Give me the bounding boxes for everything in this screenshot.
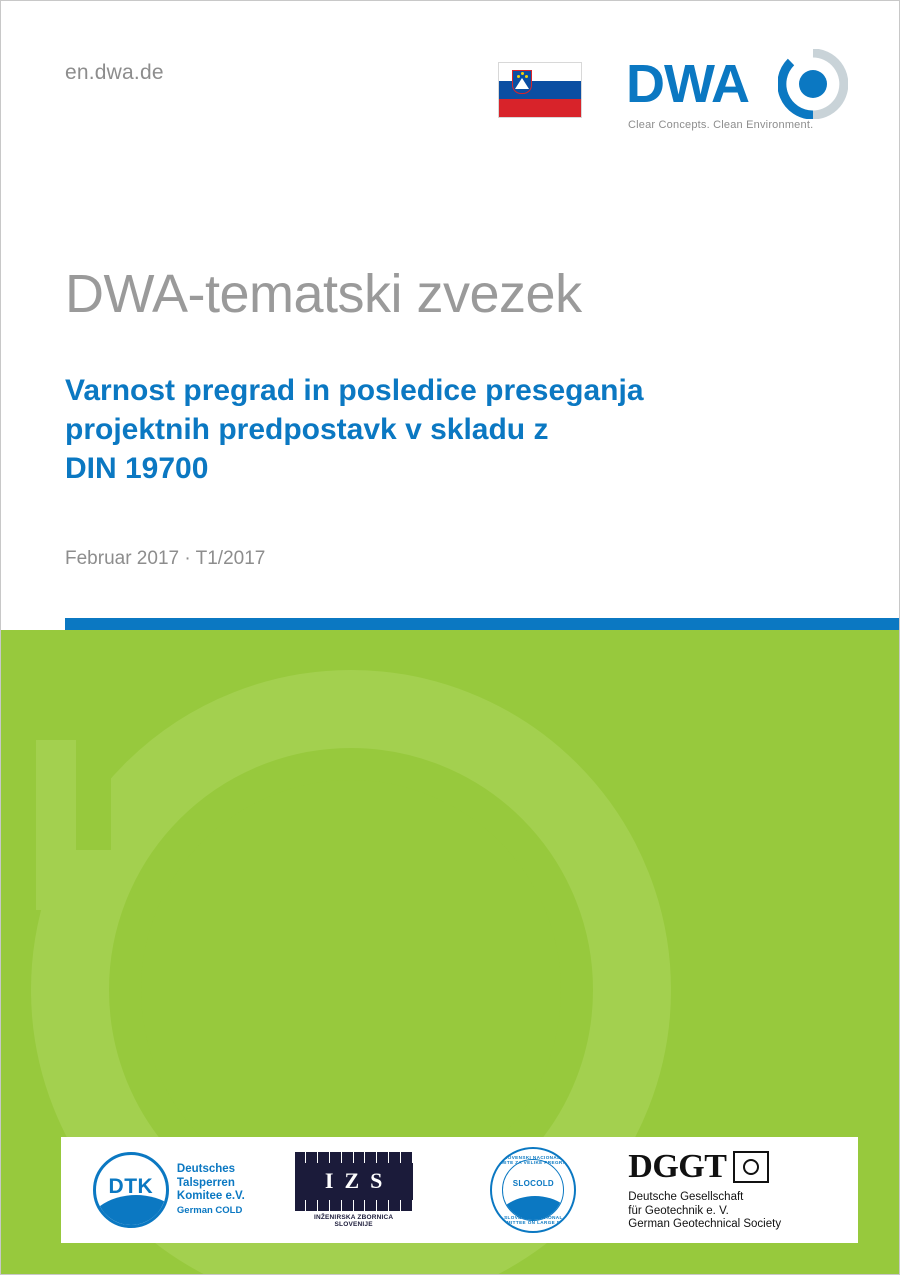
dtk-line-3: Komitee e.V. (176, 1190, 245, 1202)
title-line-3: DIN 19700 (65, 452, 209, 485)
cover-top-section (1, 1, 900, 625)
dggt-wordmark: DGGT (628, 1148, 727, 1186)
dtk-mark-icon (93, 1152, 169, 1228)
dwa-ring-icon (778, 49, 848, 119)
dwa-tagline: Clear Concepts. Clean Environment. (628, 119, 814, 131)
dggt-name (628, 1191, 781, 1232)
decorative-bar (36, 740, 76, 910)
dtk-line-4: German COLD (176, 1204, 243, 1216)
document-series: DWA-tematski zvezek (65, 264, 582, 324)
crest-star-top (521, 72, 524, 75)
dggt-logo-wrap (628, 1148, 781, 1232)
crest-triglav (515, 78, 529, 89)
partner-logo-izs (269, 1137, 439, 1243)
dtk-line-1: Deutsches (176, 1163, 236, 1175)
title-line-1: Varnost pregrad in posledice preseganja (65, 374, 644, 407)
crest-star-right (525, 75, 528, 78)
dggt-square-icon (733, 1151, 769, 1183)
title-line-2: projektnih predpostavk v skladu z (65, 413, 549, 446)
izs-top-rule (295, 1152, 413, 1163)
slocold-arc-top-text: SLOVENSKI NACIONALNI KOMITE ZA VELIKE PREGRADE (493, 1155, 574, 1165)
flag-coat-of-arms (512, 70, 532, 94)
izs-letters: IZS (295, 1163, 413, 1200)
slocold-arc-bottom-text: SLOVENIAN NATIONAL COMMITTEE ON LARGE DAMS (494, 1215, 572, 1225)
slocold-mark-icon (490, 1147, 576, 1233)
page-title (65, 371, 835, 488)
dggt-line-3: German Geotechnical Society (628, 1218, 782, 1231)
dtk-mark-text: DTK (108, 1175, 154, 1198)
slocold-name: SLOCOLD (512, 1179, 555, 1188)
dggt-line-1: Deutsche Gesellschaft (628, 1191, 744, 1204)
izs-mark-icon (295, 1152, 413, 1228)
dwa-logo (626, 49, 848, 131)
website-url[interactable]: en.dwa.de (65, 61, 164, 84)
crest-star-left (517, 75, 520, 78)
dtk-wave-shape (93, 1195, 169, 1228)
flag-stripe-red (499, 99, 581, 117)
dtk-name (177, 1163, 245, 1217)
dggt-mark-row (628, 1148, 781, 1186)
dggt-line-2: für Geotechnik e. V. (628, 1204, 729, 1217)
dtk-line-2: Talsperren (176, 1176, 235, 1189)
blue-divider (65, 618, 900, 630)
partner-logo-slocold (439, 1137, 629, 1243)
dwa-wordmark: DWA (626, 54, 749, 114)
partner-logo-dggt (628, 1137, 858, 1243)
slocold-inner-circle (502, 1159, 564, 1221)
partner-logo-dtk (61, 1137, 269, 1243)
slovenia-flag-icon (498, 62, 582, 118)
izs-caption: INŽENIRSKA ZBORNICA SLOVENIJE (313, 1214, 394, 1228)
publication-date: Februar 2017 · T1/2017 (65, 548, 266, 569)
partner-logo-bar (61, 1137, 858, 1243)
izs-bottom-rule (295, 1200, 413, 1211)
